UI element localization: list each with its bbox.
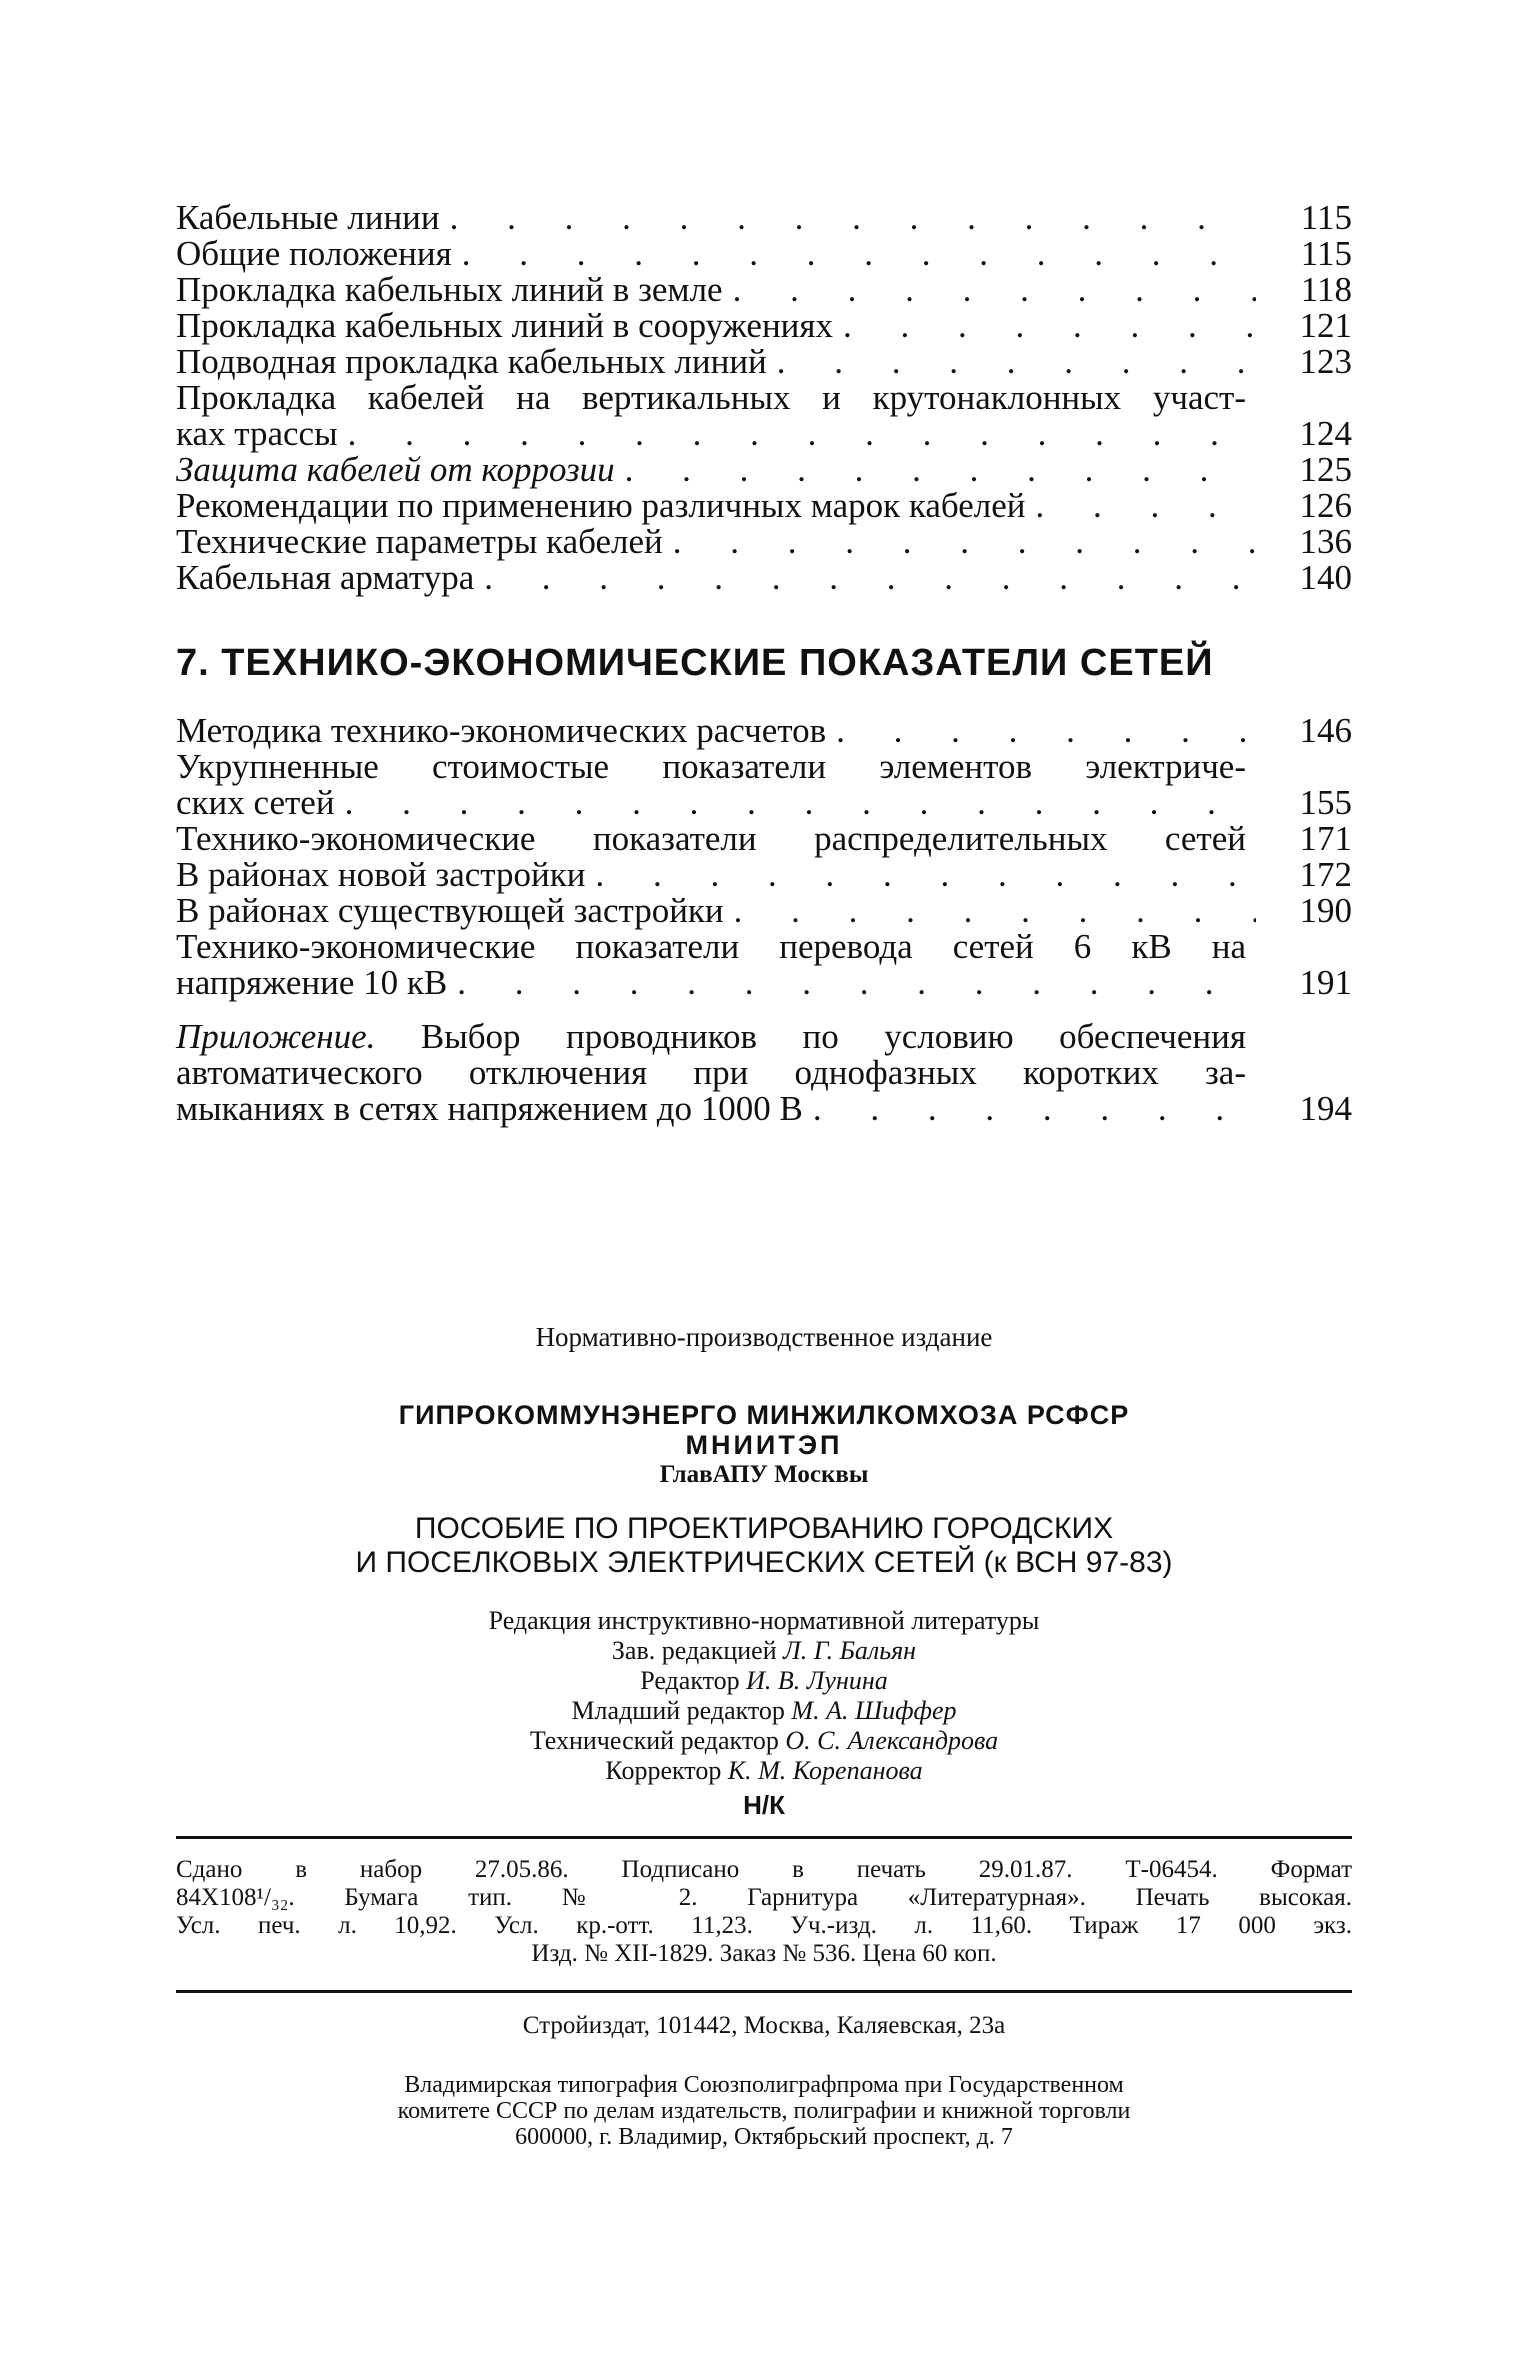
toc-entry-text: Кабельные линии	[176, 198, 440, 237]
divider	[176, 1836, 1352, 1839]
edition-kind: Нормативно-производственное издание	[535, 1322, 993, 1352]
toc-entry-page: 126	[1299, 486, 1352, 525]
staff-name: О. С. Александрова	[785, 1726, 999, 1755]
toc-leader-dots	[615, 452, 1256, 488]
toc-entry-page: 115	[1300, 198, 1352, 237]
toc-entry-first-line: Технико-экономические показатели перевода сетей 6 кВ на	[176, 927, 1246, 966]
toc-entry-text: ских сетей	[176, 783, 335, 822]
toc-entry-text: Подводная прокладка кабельных линий	[176, 342, 767, 381]
toc-entry-page: 118	[1300, 270, 1352, 309]
publication-line: Сдано в набор 27.05.86. Подписано в печать 29.01.87. Т-06454. Формат	[176, 1856, 1352, 1883]
toc-entry-first-line: Укрупненные стоимостые показатели элементов электриче-	[176, 747, 1246, 786]
toc-entry-page: 171	[1299, 819, 1352, 858]
staff-line	[176, 1666, 1352, 1696]
toc-entry-text: Рекомендации по применению различных марок кабелей	[176, 486, 1026, 525]
toc-entry-text: мыканиях в сетях напряжением до 1000 В	[176, 1089, 803, 1128]
toc-entry-page: 190	[1299, 891, 1352, 930]
staff-role: Зав. редакцией	[611, 1636, 784, 1665]
toc-entry	[176, 1091, 1352, 1127]
publisher-address: Стройиздат, 101442, Москва, Каляевская, 23а	[522, 2012, 1006, 2039]
book-title-line-2: И ПОСЕЛКОВЫХ ЭЛЕКТРИЧЕСКИХ СЕТЕЙ (к ВСН 97-83)	[355, 1546, 1173, 1579]
toc-entry	[176, 344, 1352, 380]
staff-role: Младший редактор	[571, 1696, 792, 1725]
section-heading: 7. ТЕХНИКО-ЭКОНОМИЧЕСКИЕ ПОКАЗАТЕЛИ СЕТЕЙ	[176, 642, 1214, 684]
toc-leader-dots	[803, 1091, 1256, 1127]
toc-entry	[176, 857, 1352, 893]
toc-entry-text: Прокладка кабельных линий в сооружениях	[176, 306, 834, 345]
toc-entry	[176, 236, 1352, 272]
organization-1: ГИПРОКОММУНЭНЕРГО МИНЖИЛКОМХОЗА РСФСР	[398, 1400, 1130, 1430]
classification-mark: Н/К	[743, 1790, 785, 1820]
toc-entry-text: Кабельная арматура	[176, 558, 475, 597]
toc-entry-page: 121	[1299, 306, 1352, 345]
toc-entry-text: Технические параметры кабелей	[176, 522, 663, 561]
staff-role: Корректор	[605, 1756, 728, 1785]
toc-entry-text: Методика технико-экономических расчетов	[176, 711, 827, 750]
toc-leader-dots	[826, 713, 1256, 749]
staff-line	[176, 1756, 1352, 1786]
toc-entry	[176, 560, 1352, 596]
toc-entry	[176, 416, 1352, 452]
editorial-staff	[176, 1606, 1352, 1786]
toc-entry	[176, 488, 1352, 524]
printer-info	[176, 2072, 1352, 2150]
staff-name: К. М. Корепанова	[727, 1756, 923, 1785]
toc-entry-text: ках трассы	[176, 414, 338, 453]
toc-leader-dots	[833, 308, 1256, 344]
toc-leader-dots	[474, 560, 1256, 596]
staff-line	[176, 1696, 1352, 1726]
toc-entry	[176, 452, 1352, 488]
toc-leader-dots	[447, 965, 1256, 1001]
toc-entry-page: 194	[1299, 1089, 1352, 1128]
staff-role: Технический редактор	[529, 1726, 786, 1755]
publication-line: 84X108¹/₃₂. Бумага тип. № 2. Гарнитура «Литературная». Печать высокая.	[176, 1884, 1352, 1911]
toc-leader-dots	[767, 344, 1256, 380]
toc-entry-page: 191	[1299, 963, 1352, 1002]
printer-line: 600000, г. Владимир, Октябрьский проспект, д. 7	[515, 2124, 1013, 2150]
toc-entry-text: Прокладка кабельных линий в земле	[176, 270, 723, 309]
toc-entry	[176, 965, 1352, 1001]
staff-name: М. А. Шиффер	[791, 1696, 957, 1725]
organization-3: ГлавАПУ Москвы	[659, 1461, 869, 1488]
toc-entry	[176, 821, 1352, 857]
toc-entry-page: 115	[1300, 234, 1352, 273]
table-of-contents	[176, 200, 1352, 1127]
toc-leader-dots	[585, 857, 1256, 893]
toc-leader-dots	[1026, 488, 1256, 524]
toc-entry	[176, 524, 1352, 560]
staff-role: Редактор	[640, 1666, 747, 1695]
staff-role: Редакция инструктивно-нормативной литературы	[488, 1606, 1040, 1635]
printer-line: комитете СССР по делам издательств, полиграфии и книжной торговли	[397, 2098, 1131, 2124]
toc-entry	[176, 893, 1352, 929]
publication-details	[176, 1856, 1352, 1968]
toc-entry-page: 125	[1299, 450, 1352, 489]
toc-entry-text: В районах новой застройки	[176, 855, 586, 894]
toc-entry-text: Общие положения	[176, 234, 452, 273]
toc-entry	[176, 200, 1352, 236]
toc-entry	[176, 785, 1352, 821]
toc-entry-page: 172	[1299, 855, 1352, 894]
staff-line	[176, 1726, 1352, 1756]
toc-entry-page: 123	[1299, 342, 1352, 381]
toc-entry-text: В районах существующей застройки	[176, 891, 724, 930]
toc-entry-text: Защита кабелей от коррозии	[176, 450, 615, 489]
toc-entry	[176, 713, 1352, 749]
staff-name: И. В. Лунина	[746, 1666, 888, 1695]
toc-entry	[176, 272, 1352, 308]
publication-line: Усл. печ. л. 10,92. Усл. кр.-отт. 11,23. Уч.-изд. л. 11,60. Тираж 17 000 экз.	[176, 1912, 1352, 1939]
toc-leader-dots	[440, 200, 1256, 236]
organization-2: МНИИТЭП	[685, 1430, 843, 1460]
appendix-title-part: Выбор проводников по условию обеспечения	[375, 1017, 1246, 1056]
toc-leader-dots	[452, 236, 1256, 272]
toc-entry-text: напряжение 10 кВ	[176, 963, 448, 1002]
toc-entry-page: 140	[1299, 558, 1352, 597]
staff-line	[176, 1636, 1352, 1666]
toc-leader-dots	[338, 416, 1256, 452]
toc-leader-dots	[724, 893, 1256, 929]
appendix-line	[176, 1019, 1246, 1055]
toc-entry-page: 155	[1299, 783, 1352, 822]
divider	[176, 1990, 1352, 1993]
appendix-line: автоматического отключения при однофазных коротких за-	[176, 1053, 1246, 1092]
book-title-line-1: ПОСОБИЕ ПО ПРОЕКТИРОВАНИЮ ГОРОДСКИХ	[414, 1512, 1114, 1545]
staff-name: Л. Г. Бальян	[783, 1636, 917, 1665]
toc-entry-first-line: Прокладка кабелей на вертикальных и крутонаклонных участ-	[176, 378, 1246, 417]
printer-line: Владимирская типография Союзполиграфпрома при Государственном	[404, 2072, 1124, 2098]
toc-entry-text: Технико-экономические показатели распределительных сетей	[176, 819, 1246, 858]
staff-line	[176, 1606, 1352, 1636]
toc-entry	[176, 308, 1352, 344]
toc-leader-dots	[723, 272, 1256, 308]
toc-entry-page: 146	[1299, 711, 1352, 750]
publication-line: Изд. № XII-1829. Заказ № 536. Цена 60 коп.	[531, 1940, 997, 1967]
toc-entry-page: 136	[1299, 522, 1352, 561]
toc-leader-dots	[335, 785, 1256, 821]
toc-leader-dots	[663, 524, 1256, 560]
appendix-label: Приложение.	[176, 1017, 376, 1056]
toc-entry-page: 124	[1299, 414, 1352, 453]
